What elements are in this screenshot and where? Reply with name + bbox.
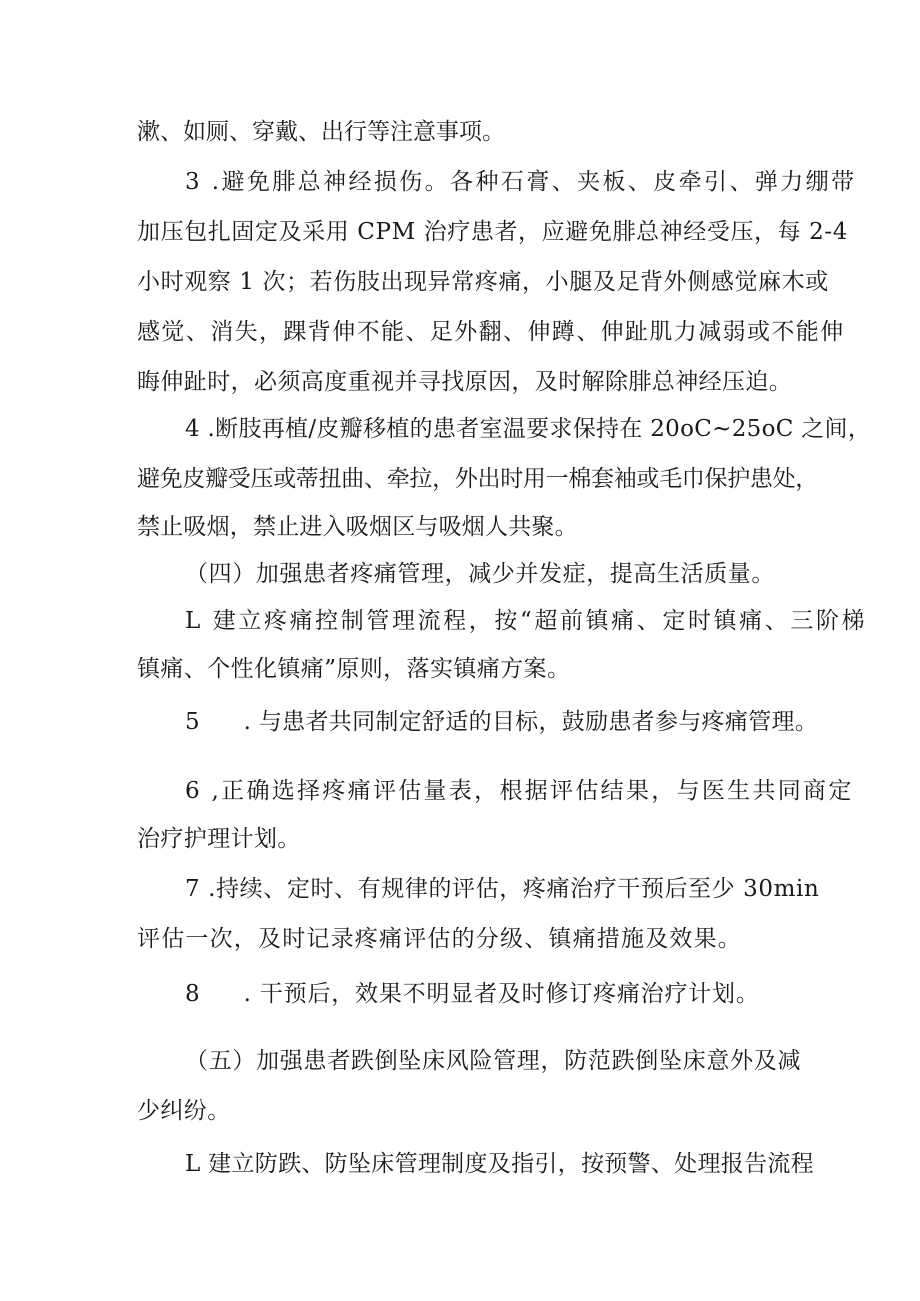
text-line: 禁止吸烟，禁止进入吸烟区与吸烟人共聚。 bbox=[137, 514, 578, 540]
text-line: 少纠纷。 bbox=[137, 1098, 231, 1124]
section-heading-4: （四）加强患者疼痛管理，减少并发症，提高生活质量。 bbox=[185, 561, 775, 587]
list-item-7: 7 .持续、定时、有规律的评估，疼痛治疗干预后至少 30min bbox=[185, 876, 820, 902]
text-line: 小时观察 1 次；若伤肢出现异常疼痛，小腿及足背外侧感觉麻木或 bbox=[137, 269, 829, 295]
list-item-4: 4 .断肢再植/皮瓣移植的患者室温要求保持在 20oC~25oC 之间， bbox=[185, 416, 872, 442]
text-line: 晦伸趾时，必须高度重视并寻找原因，及时解除腓总神经压迫。 bbox=[137, 369, 793, 395]
text-line: 治疗护理计划。 bbox=[137, 826, 301, 852]
text-line: 评估一次，及时记录疼痛评估的分级、镇痛措施及效果。 bbox=[137, 926, 742, 952]
list-item-6: 6 ,正确选择疼痛评估量表，根据评估结果，与医生共同商定 bbox=[185, 778, 854, 804]
text-line: 漱、如厕、穿戴、出行等注意事项。 bbox=[137, 119, 505, 145]
text-line: 镇痛、个性化镇痛”原则，落实镇痛方案。 bbox=[137, 656, 571, 682]
list-number: 8 bbox=[185, 981, 200, 1007]
text-line: 感觉、消失，踝背伸不能、足外翻、伸蹲、伸趾肌力减弱或不能伸 bbox=[137, 319, 845, 345]
list-item-1: L 建立防跌、防坠床管理制度及指引，按预警、处理报告流程 bbox=[185, 1151, 814, 1177]
list-item-5 bbox=[185, 707, 818, 737]
list-text: . 干预后，效果不明显者及时修订疼痛治疗计划。 bbox=[243, 981, 760, 1007]
list-item-1: L 建立疼痛控制管理流程，按“超前镇痛、定时镇痛、三阶梯 bbox=[185, 608, 868, 634]
list-number: 5 bbox=[185, 709, 200, 735]
list-item-8 bbox=[185, 979, 760, 1009]
text-line: 加压包扎固定及采用 CPM 治疗患者，应避免腓总神经受压，每 2-4 bbox=[137, 219, 848, 245]
text-line: 避免皮瓣受压或蒂扭曲、牵拉，外出时用一棉套袖或毛巾保护患处， bbox=[137, 466, 819, 492]
list-text: . 与患者共同制定舒适的目标，鼓励患者参与疼痛管理。 bbox=[243, 709, 819, 735]
list-item-3: 3 .避免腓总神经损伤。各种石膏、夹板、皮牵引、弹力绷带 bbox=[185, 169, 857, 195]
section-heading-5: （五）加强患者跌倒坠床风险管理，防范跌倒坠床意外及减 bbox=[185, 1048, 802, 1074]
